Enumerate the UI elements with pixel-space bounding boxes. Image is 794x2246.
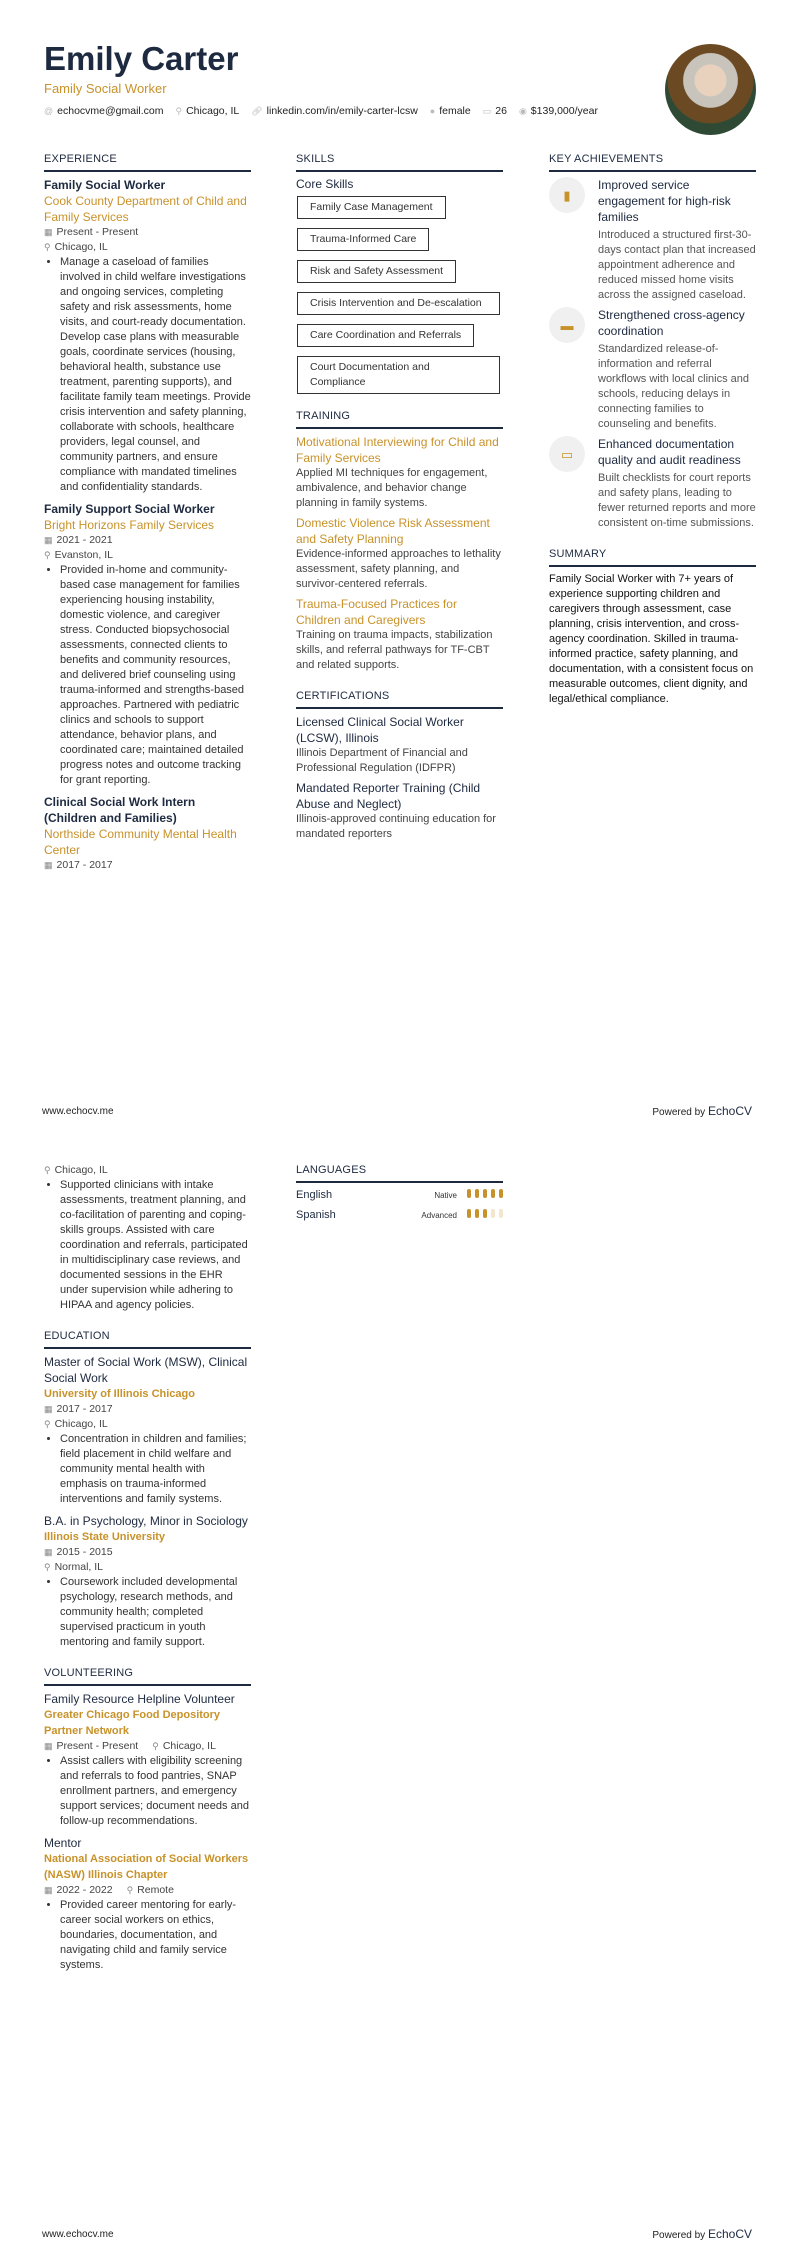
certification-issuer: Illinois Department of Financial and Professional Regulation (IDFPR): [296, 747, 468, 774]
calendar-icon: ▦: [44, 1404, 53, 1414]
training-name: Trauma-Focused Practices for Children and Caregivers: [296, 597, 457, 627]
skill-chip: Family Case Management: [297, 196, 446, 219]
location-icon: ⚲: [44, 1419, 51, 1429]
skill-chip: Crisis Intervention and De-escalation: [297, 292, 500, 315]
job-location: [44, 240, 251, 255]
achievement-item: [549, 307, 756, 432]
footer-powered: [652, 1104, 752, 1120]
location-icon: ⚲: [44, 1562, 51, 1572]
powered-by-label: Powered by: [652, 2230, 706, 2241]
contact-gender: [430, 104, 471, 119]
job-location: [44, 548, 251, 563]
edu-bullet: • Concentration in children and families; field placement in child welfare and community mental health with emphasis on trauma-informed interventions and family systems.: [60, 1432, 251, 1507]
dates: 2017 - 2017: [56, 859, 113, 871]
achievement-desc: Introduced a structured first-30-days contact plan that increased appointment adherence and reduced missed home visits across the assigned caseload.: [598, 229, 756, 301]
calendar-icon: ▦: [44, 1547, 53, 1557]
resume-header: [44, 40, 598, 119]
location-icon: ⚲: [126, 1885, 134, 1895]
location: Chicago, IL: [54, 241, 108, 253]
rating-dot-empty: [491, 1209, 495, 1218]
location-icon: ⚲: [152, 1741, 159, 1751]
profile-photo: [665, 44, 756, 135]
page-footer: [42, 2227, 752, 2243]
edu-bullet: • Coursework included developmental psychology, research methods, and community health; completed supervised practicum in youth mentoring and family support.: [60, 1575, 251, 1650]
location-icon: ⚲: [44, 550, 51, 560]
footer-site-link[interactable]: www.echocv.me: [42, 1106, 114, 1117]
rating-dot-filled: [475, 1209, 479, 1218]
rating-dot-filled: [467, 1209, 471, 1218]
language-rating: [463, 1208, 503, 1223]
section-title: EDUCATION: [44, 1329, 251, 1349]
skills-section: [296, 152, 503, 403]
job-title: Family Social Worker: [44, 178, 166, 192]
achievements-section: [549, 152, 756, 531]
dates: 2017 - 2017: [56, 1403, 113, 1415]
right-column: [549, 152, 756, 707]
organization: Cook County Department of Child and Family Services: [44, 194, 247, 224]
organization: Bright Horizons Family Services: [44, 518, 215, 532]
edu-location: [44, 1417, 251, 1432]
job-bullet: • Manage a caseload of families involved in child welfare investigations and ongoing services, completing safety and risk assessments, home visits, and court-ready documentation. Develop case plans with measurable goals, coordinate services (housing, behavioral health, substance use treatment, parenting supports), and facilitate family team meetings. Provide crisis intervention and safety planning, collaborate with schools, healthcare providers, legal counsel, and community partners, and ensure compliance with mandated timelines and confidentiality standards.: [60, 255, 251, 495]
rating-dot-filled: [483, 1189, 487, 1198]
languages-section: [296, 1163, 503, 1228]
skill-chip: Risk and Safety Assessment: [297, 260, 456, 283]
rating-dot-filled: [499, 1189, 503, 1198]
dates: 2021 - 2021: [56, 534, 113, 546]
section-title: EXPERIENCE: [44, 152, 251, 172]
rating-dot-filled: [491, 1189, 495, 1198]
left-column-continued: [44, 1163, 251, 1979]
location: Remote: [137, 1884, 174, 1896]
location-icon: ⚲: [44, 242, 51, 252]
volunteer-org: Greater Chicago Food Depository Partner Network: [44, 1709, 221, 1737]
contact-text: 26: [495, 105, 507, 117]
middle-column: [296, 152, 503, 846]
contact-text: female: [439, 105, 471, 117]
experience-item: [44, 177, 251, 495]
contact-salary: [519, 104, 598, 119]
achievement-title: Enhanced documentation quality and audit readiness: [598, 437, 741, 467]
location-icon: ⚲: [44, 1165, 51, 1175]
calendar-icon: ▭: [482, 106, 492, 116]
language-name: Spanish: [296, 1209, 336, 1221]
experience-item-continued: [44, 1163, 251, 1313]
calendar-icon: ▦: [44, 535, 53, 545]
page-2: [0, 1123, 794, 2246]
badge-icon: ▭: [549, 436, 585, 472]
contact-linkedin[interactable]: [251, 104, 418, 119]
location: Normal, IL: [54, 1561, 104, 1573]
achievement-title: Improved service engagement for high-risk families: [598, 178, 731, 224]
education-item: [44, 1513, 251, 1650]
language-level: Advanced: [421, 1211, 457, 1220]
degree: Master of Social Work (MSW), Clinical Social Work: [44, 1355, 248, 1385]
job-title: Family Support Social Worker: [44, 502, 215, 516]
volunteering-section: [44, 1666, 251, 1973]
training-desc: Training on trauma impacts, stabilization skills, and referral pathways for TF-CBT and related supports.: [296, 629, 493, 671]
volunteer-bullet: • Assist callers with eligibility screening and referrals to food pantries, SNAP enrollment partners, and emergency support services; document needs and follow-up recommendations.: [60, 1754, 251, 1829]
location: Evanston, IL: [54, 549, 113, 561]
volunteer-role: Mentor: [44, 1836, 82, 1850]
language-item: [296, 1208, 503, 1223]
calendar-icon: ▦: [44, 1885, 53, 1895]
volunteer-item: [44, 1835, 251, 1973]
candidate-name: Emily Carter: [44, 40, 239, 77]
candidate-title: Family Social Worker: [44, 81, 167, 96]
contact-text: echocvme@gmail.com: [57, 105, 164, 117]
location: Chicago, IL: [162, 1740, 216, 1752]
dates: Present - Present: [56, 1740, 139, 1752]
volunteer-role: Family Resource Helpline Volunteer: [44, 1692, 235, 1706]
contact-age: [483, 104, 507, 119]
school: Illinois State University: [44, 1531, 166, 1543]
contact-row: [44, 104, 598, 119]
brand-name[interactable]: EchoCV: [707, 1104, 752, 1118]
volunteer-org: National Association of Social Workers (NASW) Illinois Chapter: [44, 1853, 249, 1881]
contact-email[interactable]: [44, 104, 164, 119]
section-title: KEY ACHIEVEMENTS: [549, 152, 756, 172]
certification-name: Licensed Clinical Social Worker (LCSW), Illinois: [296, 715, 464, 745]
location: Chicago, IL: [54, 1418, 108, 1430]
edu-dates: [44, 1545, 251, 1560]
volunteer-bullet: • Provided career mentoring for early-career social workers on ethics, boundaries, documentation, and navigating child and family service systems.: [60, 1898, 251, 1973]
experience-section: [44, 152, 251, 873]
link-icon: 🔗︎: [251, 106, 263, 116]
section-title: CERTIFICATIONS: [296, 689, 503, 709]
contact-text: linkedin.com/in/emily-carter-lcsw: [266, 105, 418, 117]
job-bullet: • Provided in-home and community-based case management for families experiencing housing instability, domestic violence, and caregiver stress. Conducted biopsychosocial assessments, connected clients to benefits and community resources, and delivered brief counseling using trauma-informed and strengths-based approaches. Partnered with pediatric clinics and schools to support attendance, behavior plans, and coordinated care; maintained detailed progress notes and outcome tracking for grant reporting.: [60, 563, 251, 788]
skill-chip: Care Coordination and Referrals: [297, 324, 474, 347]
rating-dot-filled: [483, 1209, 487, 1218]
job-dates: [44, 533, 251, 548]
volunteer-meta: [44, 1883, 251, 1898]
section-title: VOLUNTEERING: [44, 1666, 251, 1686]
education-section: [44, 1329, 251, 1650]
edu-dates: [44, 1402, 251, 1417]
brand-name[interactable]: EchoCV: [707, 2227, 752, 2241]
experience-item: [44, 501, 251, 788]
certification-issuer: Illinois-approved continuing education for mandated reporters: [296, 813, 496, 840]
calendar-icon: ▦: [44, 1741, 53, 1751]
rating-dot-empty: [499, 1209, 503, 1218]
page-footer: [42, 1104, 752, 1120]
job-dates: [44, 858, 251, 873]
footer-site-link[interactable]: www.echocv.me: [42, 2229, 114, 2240]
at-icon: @: [44, 106, 54, 116]
contact-text: $139,000/year: [530, 105, 598, 117]
training-name: Motivational Interviewing for Child and Family Services: [296, 435, 499, 465]
location: Chicago, IL: [54, 1164, 108, 1176]
job-bullet: • Supported clinicians with intake assessments, treatment planning, and co-facilitation of parenting and coping-skills groups. Assisted with care coordination and referrals, participated in multidisciplinary case reviews, and documented sessions in the EHR under supervision while adhering to HIPAA and agency policies.: [60, 1178, 251, 1313]
job-location: [44, 1163, 251, 1178]
summary-section: [549, 547, 756, 707]
language-rating: [463, 1188, 503, 1203]
dates: 2015 - 2015: [56, 1546, 113, 1558]
achievement-title: Strengthened cross-agency coordination: [598, 308, 745, 338]
certification-name: Mandated Reporter Training (Child Abuse and Neglect): [296, 781, 481, 811]
experience-item: [44, 794, 251, 873]
section-title: SKILLS: [296, 152, 503, 172]
footer-powered: [652, 2227, 752, 2243]
summary-text: Family Social Worker with 7+ years of experience supporting children and caregivers through assessment, case planning, crisis intervention, and cross-agency coordination. Skilled in trauma-informed practice, safety planning, and documentation, with a consistent focus on measurable outcomes, client dignity, and legal/ethical compliance.: [549, 573, 754, 705]
language-level: Native: [434, 1191, 457, 1200]
language-item: [296, 1188, 503, 1203]
archive-icon: ▬: [549, 307, 585, 343]
powered-by-label: Powered by: [652, 1107, 706, 1118]
calendar-icon: ▦: [44, 860, 53, 870]
location-icon: ⚲: [175, 106, 183, 116]
person-icon: ●: [429, 106, 436, 116]
section-title: TRAINING: [296, 409, 503, 429]
achievement-item: [549, 177, 756, 303]
dates: 2022 - 2022: [56, 1884, 113, 1896]
achievement-item: [549, 436, 756, 531]
rating-dot-filled: [467, 1189, 471, 1198]
language-name: English: [296, 1189, 333, 1201]
dates: Present - Present: [56, 226, 139, 238]
achievement-desc: Built checklists for court reports and safety plans, leading to fewer returned reports and more consistent on-time submissions.: [598, 472, 756, 529]
rating-dot-filled: [475, 1189, 479, 1198]
money-icon: ◉: [518, 106, 527, 116]
training-desc: Applied MI techniques for engagement, ambivalence, and behavior change planning in family systems.: [296, 467, 488, 509]
skill-chip: Trauma-Informed Care: [297, 228, 429, 251]
edu-location: [44, 1560, 251, 1575]
document-icon: ▮: [549, 177, 585, 213]
training-section: [296, 409, 503, 673]
education-item: [44, 1354, 251, 1507]
training-desc: Evidence-informed approaches to lethality assessment, safety planning, and survivor-centered referrals.: [296, 548, 501, 590]
skills-group-title: Core Skills: [296, 177, 354, 191]
degree: B.A. in Psychology, Minor in Sociology: [44, 1514, 248, 1528]
section-title: SUMMARY: [549, 547, 756, 567]
school: University of Illinois Chicago: [44, 1388, 195, 1400]
organization: Northside Community Mental Health Center: [44, 827, 237, 857]
job-title: Clinical Social Work Intern (Children and Families): [44, 795, 196, 825]
contact-location: [176, 104, 240, 119]
skill-chip: Court Documentation and Compliance: [297, 356, 500, 394]
contact-text: Chicago, IL: [186, 105, 240, 117]
training-name: Domestic Violence Risk Assessment and Safety Planning: [296, 516, 490, 546]
volunteer-item: [44, 1691, 251, 1829]
calendar-icon: ▦: [44, 227, 53, 237]
achievement-desc: Standardized release-of-information and referral workflows with local clinics and schools, reducing delays in connecting families to counseling and benefits.: [598, 343, 749, 430]
section-title: LANGUAGES: [296, 1163, 503, 1183]
certifications-section: [296, 689, 503, 842]
volunteer-meta: [44, 1739, 251, 1754]
job-dates: [44, 225, 251, 240]
